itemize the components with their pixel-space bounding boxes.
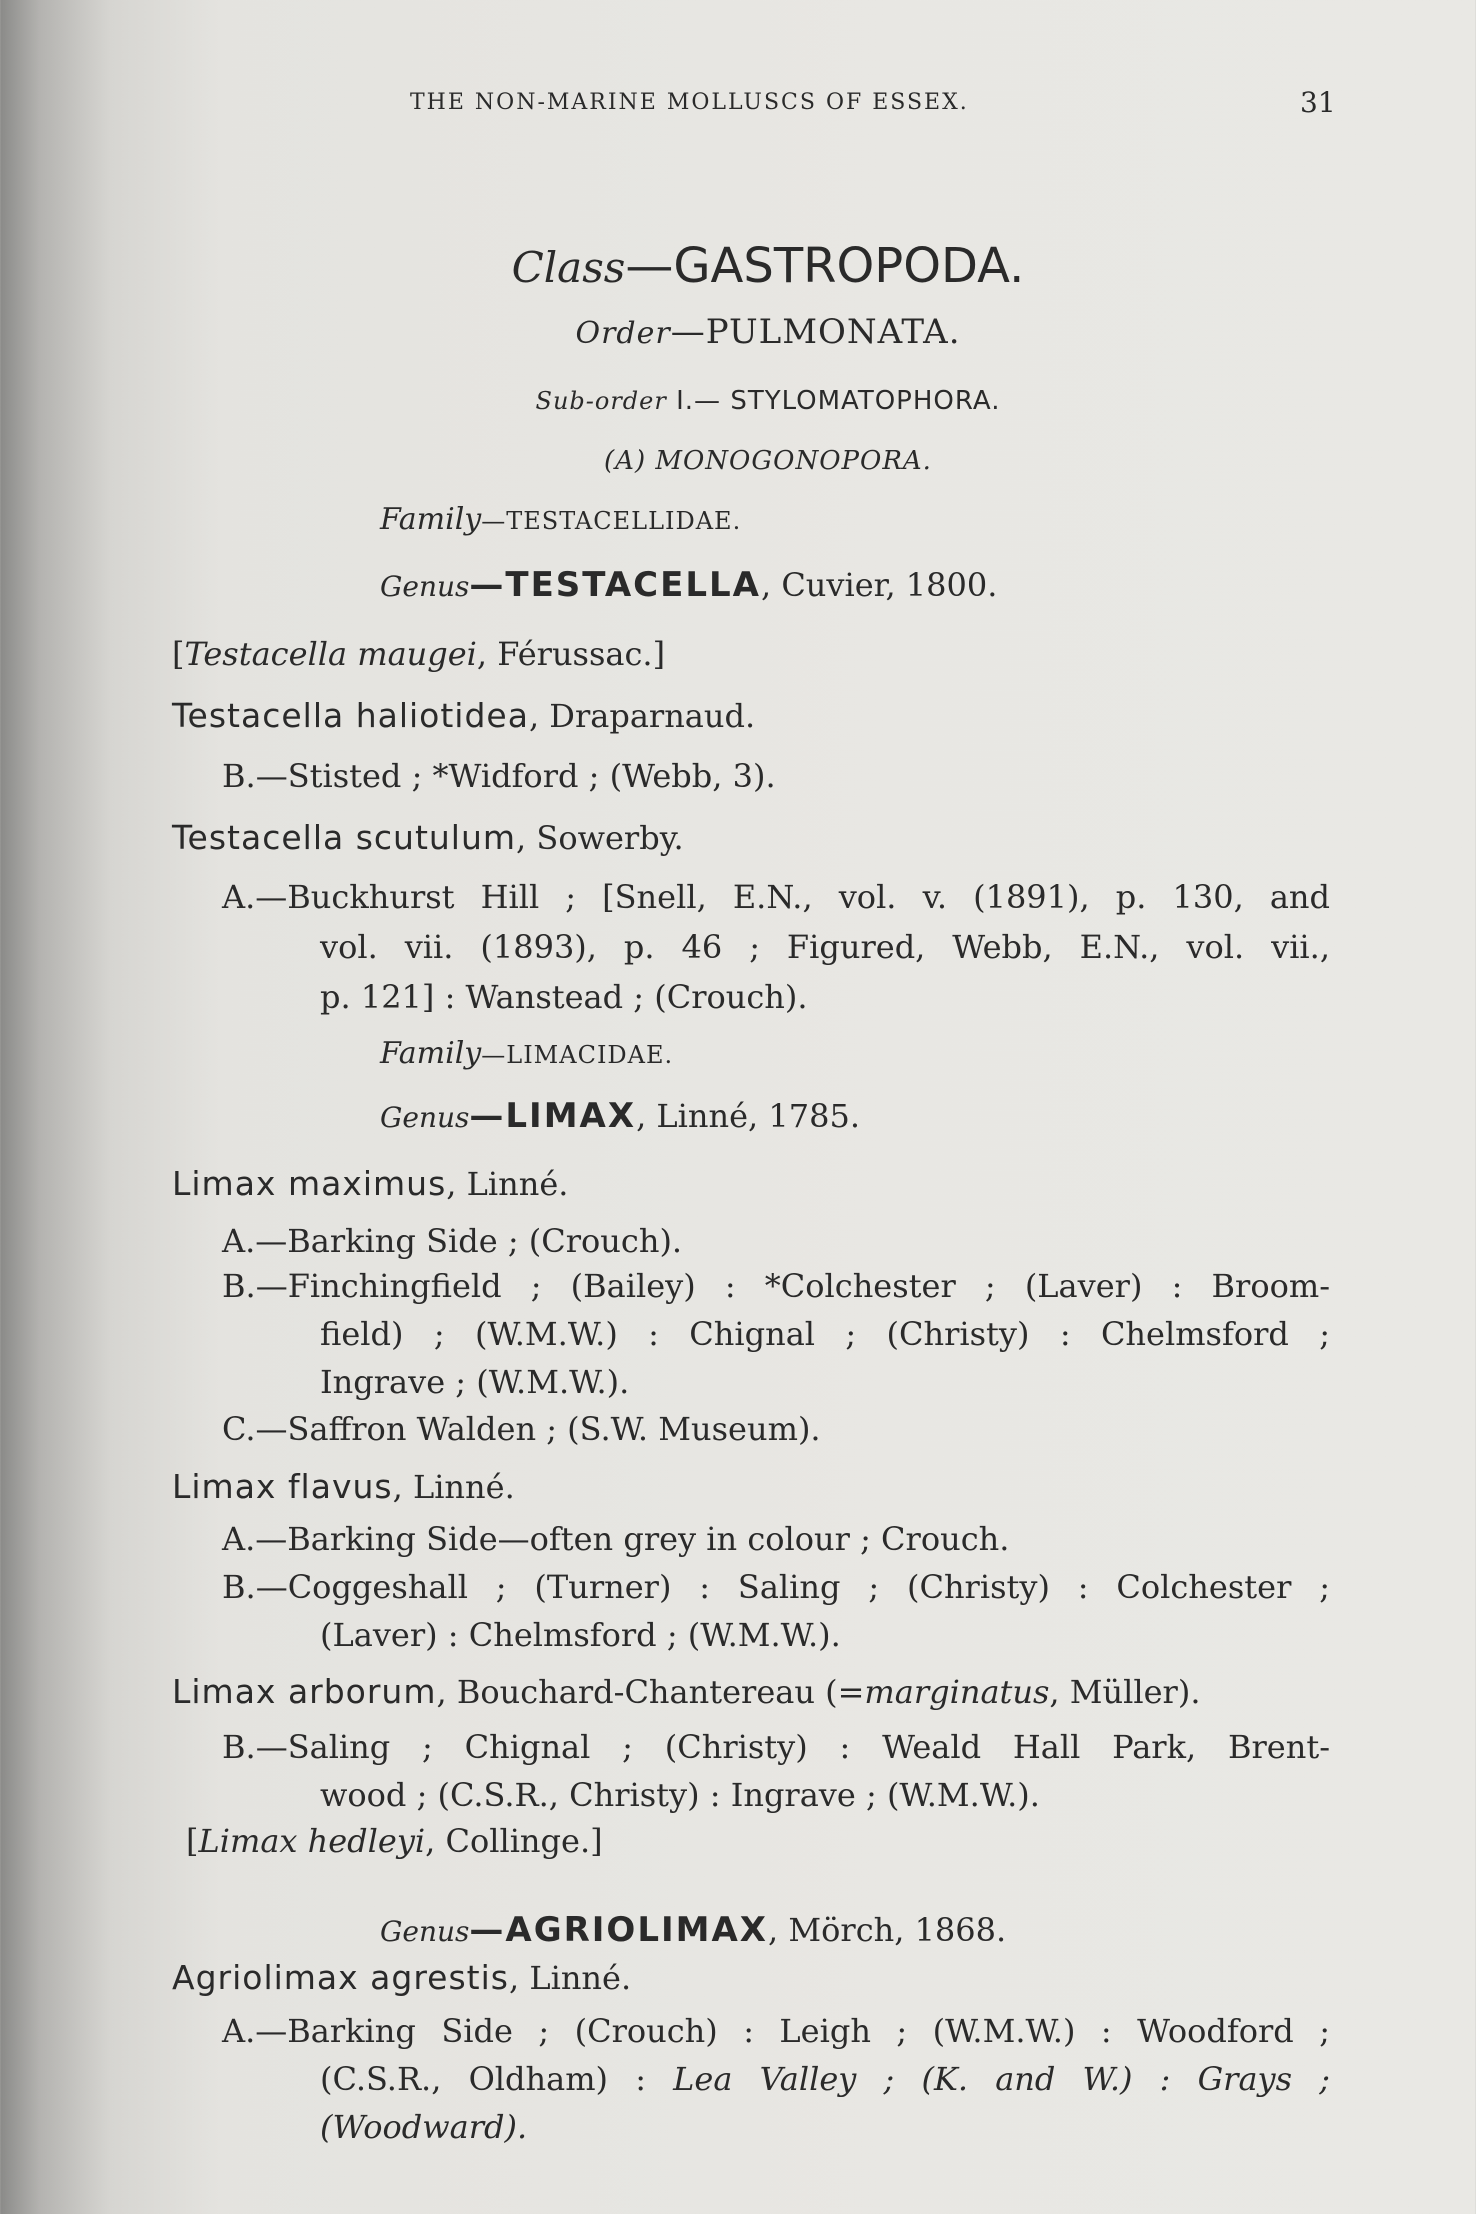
species-name-italic: Limax hedleyi [198, 1822, 426, 1860]
locality-line: A.—Barking Side—often grey in colour ; Crouch. [222, 1520, 1010, 1558]
species-heading [172, 1164, 568, 1203]
species-author: , Férussac.] [476, 635, 666, 673]
locality-text: (C.S.R., Oldham) : [320, 2060, 674, 2098]
suborder-name: I.— STYLOMATOPHORA. [666, 386, 1001, 416]
family-heading-limacidae [380, 1036, 673, 1071]
species-author: , Collinge.] [425, 1822, 603, 1860]
order-heading [30, 312, 1476, 352]
locality-line: (Laver) : Chelmsford ; (W.M.W.). [320, 1616, 841, 1654]
running-title: THE NON-MARINE MOLLUSCS OF ESSEX. [410, 90, 969, 115]
species-name: Limax flavus [172, 1467, 393, 1506]
species-name: Testacella scutulum [172, 818, 517, 857]
page-number: 31 [1300, 86, 1336, 119]
locality-line: Ingrave ; (W.M.W.). [320, 1363, 630, 1401]
genus-label: Genus [380, 1915, 470, 1948]
genus-name: —LIMAX [469, 1096, 637, 1136]
locality-line: B.—Stisted ; *Widford ; (Webb, 3). [222, 757, 776, 795]
bracketed-species-note [186, 1822, 603, 1860]
locality-text-italic: (Woodward). [320, 2108, 528, 2146]
bracket-open: [ [186, 1822, 199, 1860]
bracketed-species-note [172, 635, 665, 673]
family-heading-testacellidae [380, 502, 741, 537]
class-label: Class [511, 243, 626, 292]
locality-line: field) ; (W.M.W.) : Chignal ; (Christy) : Chelmsford ; [320, 1315, 1330, 1353]
order-label: Order [575, 316, 671, 351]
species-heading [172, 1958, 631, 1997]
locality-line [320, 2108, 527, 2146]
species-author: , Bouchard-Chantereau (= [436, 1673, 865, 1711]
species-author: , Linné. [508, 1959, 632, 1997]
locality-line: B.—Coggeshall ; (Turner) : Saling ; (Christy) : Colchester ; [222, 1568, 1330, 1606]
genus-author: , Linné, 1785. [636, 1097, 860, 1135]
species-name: Testacella haliotidea [172, 696, 529, 735]
genus-author: , Mörch, 1868. [768, 1911, 1007, 1949]
species-heading [172, 1467, 515, 1506]
species-name: Limax arborum [172, 1672, 437, 1711]
family-name: —LIMACIDAE. [481, 1041, 674, 1069]
family-label: Family [380, 1036, 482, 1071]
class-heading [30, 238, 1476, 294]
class-name: —GASTROPODA. [625, 238, 1025, 294]
locality-line: vol. vii. (1893), p. 46 ; Figured, Webb, E.N., vol. vii., [320, 928, 1330, 966]
genus-name: —AGRIOLIMAX [469, 1910, 769, 1950]
locality-line: B.—Finchingfield ; (Bailey) : *Colchester ; (Laver) : Broom- [222, 1267, 1330, 1305]
species-heading [172, 1672, 1201, 1711]
genus-heading-agriolimax [380, 1910, 1006, 1950]
bracket-open: [ [172, 635, 185, 673]
genus-heading-limax [380, 1096, 860, 1136]
synonym-author: , Müller). [1049, 1673, 1201, 1711]
locality-line: A.—Buckhurst Hill ; [Snell, E.N., vol. v. (1891), p. 130, and [222, 878, 1330, 916]
genus-author: , Cuvier, 1800. [760, 566, 998, 604]
species-heading [172, 818, 684, 857]
group-name: (A) MONOGONOPORA. [604, 446, 932, 476]
group-heading [30, 446, 1476, 476]
locality-line [320, 2060, 1330, 2098]
locality-line: B.—Saling ; Chignal ; (Christy) : Weald Hall Park, Brent- [222, 1728, 1330, 1766]
species-heading [172, 696, 755, 735]
genus-name: —TESTACELLA [469, 565, 761, 605]
family-name: —TESTACELLIDAE. [481, 507, 742, 535]
species-name-italic: Testacella maugei [184, 635, 477, 673]
locality-line: C.—Saffron Walden ; (S.W. Museum). [222, 1410, 821, 1448]
species-name: Agriolimax agrestis [172, 1958, 509, 1997]
species-author: , Draparnaud. [528, 697, 756, 735]
synonym-name: marginatus [864, 1673, 1050, 1711]
suborder-label: Sub-order [535, 387, 667, 415]
locality-line: wood ; (C.S.R., Christy) : Ingrave ; (W.M.W.). [320, 1776, 1040, 1814]
locality-line: A.—Barking Side ; (Crouch). [222, 1222, 683, 1260]
species-author: , Linné. [392, 1468, 515, 1506]
locality-line: p. 121] : Wanstead ; (Crouch). [320, 978, 808, 1016]
order-name: —PULMONATA. [670, 312, 961, 352]
species-author: , Linné. [446, 1165, 569, 1203]
genus-heading-testacella [380, 565, 997, 605]
locality-line: A.—Barking Side ; (Crouch) : Leigh ; (W.M.W.) : Woodford ; [222, 2012, 1330, 2050]
genus-label: Genus [380, 570, 470, 603]
suborder-heading [30, 386, 1476, 416]
locality-text-italic: Lea Valley ; (K. and W.) : Grays ; [673, 2060, 1330, 2098]
species-name: Limax maximus [172, 1164, 447, 1203]
genus-label: Genus [380, 1101, 470, 1134]
species-author: , Sowerby. [516, 819, 684, 857]
family-label: Family [380, 502, 482, 537]
